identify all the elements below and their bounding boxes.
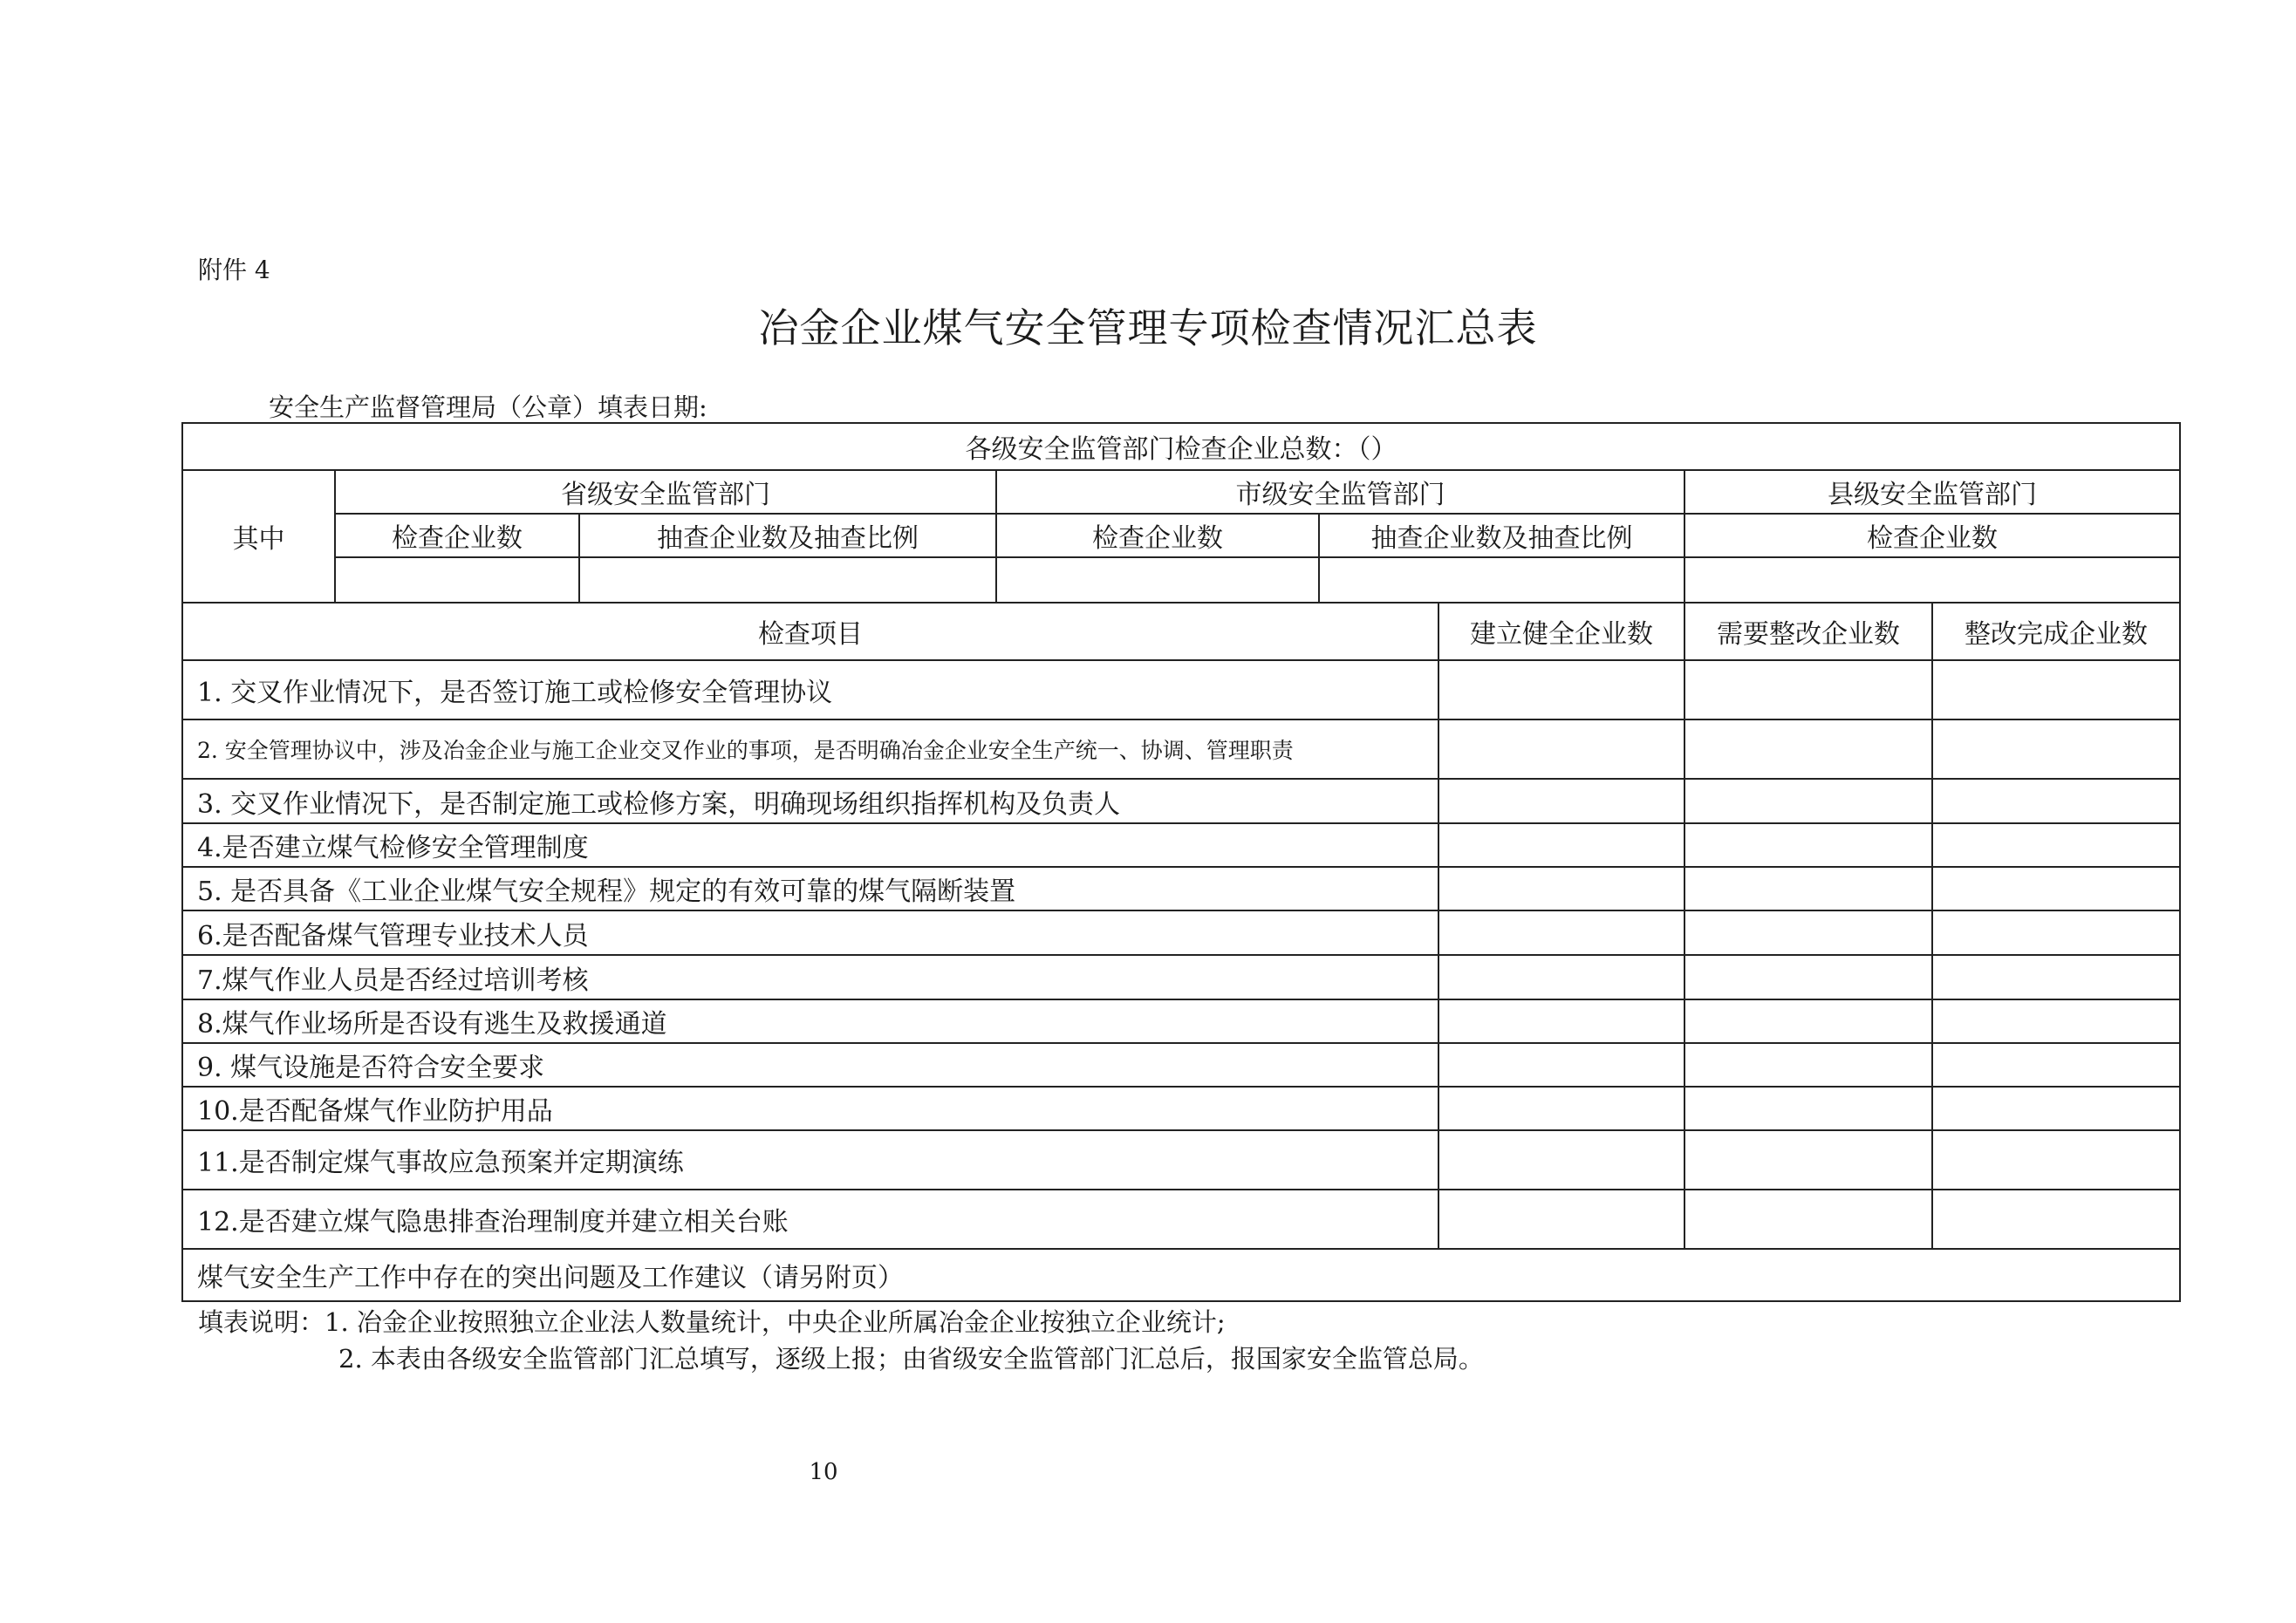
established-cell[interactable] [1438, 867, 1684, 910]
fixed-cell[interactable] [1932, 660, 2180, 719]
fixed-cell[interactable] [1932, 823, 2180, 867]
established-cell[interactable] [1438, 910, 1684, 955]
fixed-cell[interactable] [1932, 999, 2180, 1043]
fixed-cell[interactable] [1932, 1130, 2180, 1190]
province-check-count-header: 检查企业数 [335, 514, 579, 557]
fixed-header: 整改完成企业数 [1932, 603, 2180, 660]
need-fix-cell[interactable] [1684, 823, 1932, 867]
need-fix-cell[interactable] [1684, 1190, 1932, 1249]
established-cell[interactable] [1438, 779, 1684, 823]
fixed-cell[interactable] [1932, 1190, 2180, 1249]
total-inspected-row: 各级安全监管部门检查企业总数：（） [182, 423, 2180, 470]
city-sample-header: 抽查企业数及抽查比例 [1319, 514, 1684, 557]
province-check-count-cell[interactable] [335, 557, 579, 603]
need-fix-cell[interactable] [1684, 1130, 1932, 1190]
city-sample-cell[interactable] [1319, 557, 1684, 603]
item-row-label: 9. 煤气设施是否符合安全要求 [182, 1043, 1438, 1087]
established-cell[interactable] [1438, 1043, 1684, 1087]
need-fix-cell[interactable] [1684, 1043, 1932, 1087]
item-row-label: 6.是否配备煤气管理专业技术人员 [182, 910, 1438, 955]
item-row-label: 3. 交叉作业情况下，是否制定施工或检修方案，明确现场组织指挥机构及负责人 [182, 779, 1438, 823]
established-cell[interactable] [1438, 660, 1684, 719]
city-check-count-header: 检查企业数 [996, 514, 1319, 557]
county-check-count-header: 检查企业数 [1684, 514, 2180, 557]
page-number: 10 [809, 1459, 838, 1485]
page-title: 冶金企业煤气安全管理专项检查情况汇总表 [758, 304, 1538, 351]
need-fix-cell[interactable] [1684, 955, 1932, 999]
fixed-cell[interactable] [1932, 1043, 2180, 1087]
province-sample-cell[interactable] [579, 557, 996, 603]
item-row-label: 10.是否配备煤气作业防护用品 [182, 1087, 1438, 1130]
established-cell[interactable] [1438, 823, 1684, 867]
qizhong-label: 其中 [182, 470, 335, 603]
fixed-cell[interactable] [1932, 719, 2180, 779]
need-fix-cell[interactable] [1684, 999, 1932, 1043]
county-dept-header: 县级安全监管部门 [1684, 470, 2180, 514]
province-dept-header: 省级安全监管部门 [335, 470, 996, 514]
issues-suggestions-row: 煤气安全生产工作中存在的突出问题及工作建议（请另附页） [182, 1249, 2180, 1301]
established-cell[interactable] [1438, 955, 1684, 999]
attachment-label: 附件 4 [198, 256, 270, 284]
city-dept-header: 市级安全监管部门 [996, 470, 1684, 514]
established-cell[interactable] [1438, 1130, 1684, 1190]
fixed-cell[interactable] [1932, 779, 2180, 823]
item-row-label: 5. 是否具备《工业企业煤气安全规程》规定的有效可靠的煤气隔断装置 [182, 867, 1438, 910]
city-check-count-cell[interactable] [996, 557, 1319, 603]
fill-instructions-line-1: 填表说明：1. 冶金企业按照独立企业法人数量统计，中央企业所属冶金企业按独立企业统计; [198, 1307, 1226, 1337]
need-fix-cell[interactable] [1684, 719, 1932, 779]
item-row-label: 11.是否制定煤气事故应急预案并定期演练 [182, 1130, 1438, 1190]
need-fix-cell[interactable] [1684, 779, 1932, 823]
province-sample-header: 抽查企业数及抽查比例 [579, 514, 996, 557]
established-cell[interactable] [1438, 999, 1684, 1043]
established-cell[interactable] [1438, 1190, 1684, 1249]
fixed-cell[interactable] [1932, 1087, 2180, 1130]
item-row-label: 4.是否建立煤气检修安全管理制度 [182, 823, 1438, 867]
need-fix-cell[interactable] [1684, 660, 1932, 719]
fixed-cell[interactable] [1932, 910, 2180, 955]
need-fix-cell[interactable] [1684, 910, 1932, 955]
summary-table [181, 422, 2181, 1302]
need-fix-cell[interactable] [1684, 1087, 1932, 1130]
filler-line: 安全生产监督管理局（公章）填表日期: [269, 392, 707, 422]
fixed-cell[interactable] [1932, 867, 2180, 910]
established-cell[interactable] [1438, 719, 1684, 779]
established-cell[interactable] [1438, 1087, 1684, 1130]
need-fix-cell[interactable] [1684, 867, 1932, 910]
fill-instructions-line-2: 2. 本表由各级安全监管部门汇总填写，逐级上报；由省级安全监管部门汇总后，报国家安全监管总局。 [338, 1344, 1484, 1374]
item-row-label: 12.是否建立煤气隐患排查治理制度并建立相关台账 [182, 1190, 1438, 1249]
established-header: 建立健全企业数 [1438, 603, 1684, 660]
county-check-count-cell[interactable] [1684, 557, 2180, 603]
need-fix-header: 需要整改企业数 [1684, 603, 1932, 660]
item-row-label: 2. 安全管理协议中，涉及冶金企业与施工企业交叉作业的事项，是否明确冶金企业安全生产统一、协调、管理职责 [182, 719, 1438, 779]
item-row-label: 8.煤气作业场所是否设有逃生及救援通道 [182, 999, 1438, 1043]
item-row-label: 1. 交叉作业情况下，是否签订施工或检修安全管理协议 [182, 660, 1438, 719]
item-header: 检查项目 [182, 603, 1438, 660]
fixed-cell[interactable] [1932, 955, 2180, 999]
item-row-label: 7.煤气作业人员是否经过培训考核 [182, 955, 1438, 999]
